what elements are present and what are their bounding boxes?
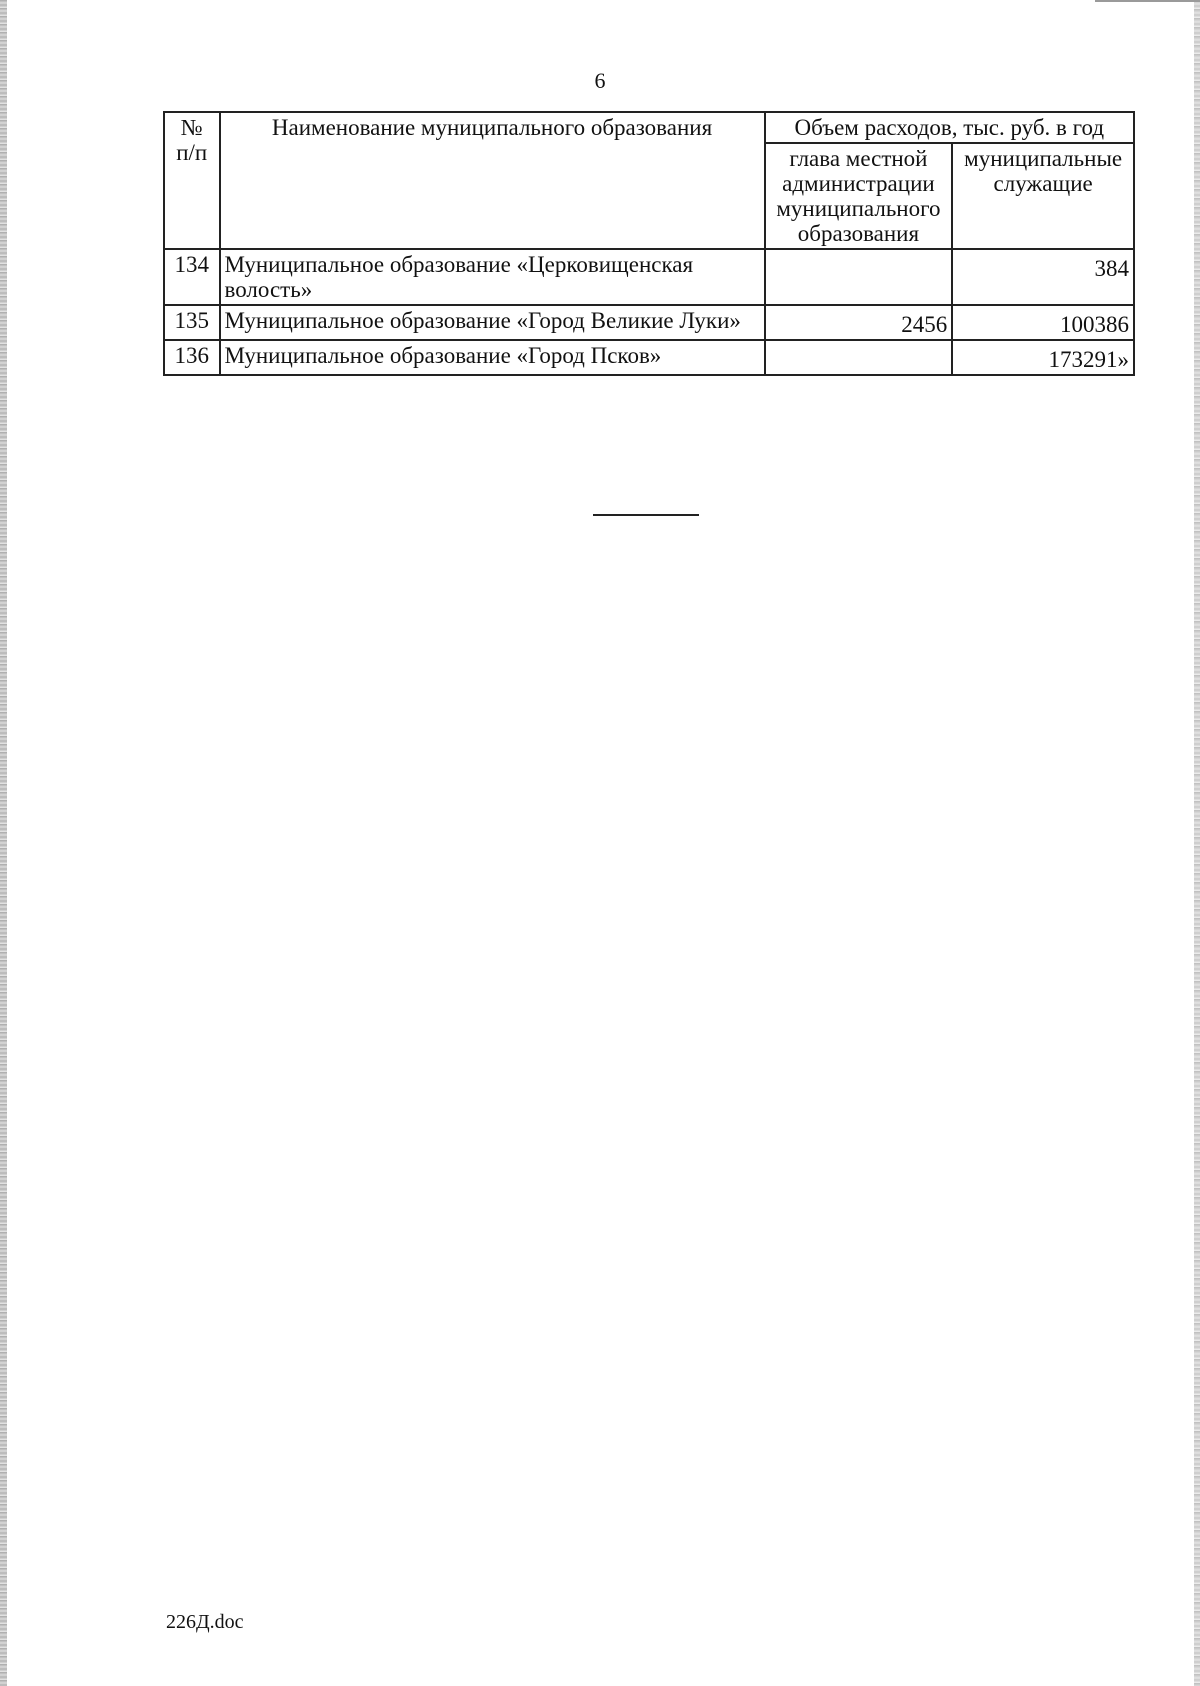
row-head-value: 2456 bbox=[765, 305, 953, 340]
table-row bbox=[164, 340, 1134, 375]
scan-edge-left bbox=[0, 0, 7, 1686]
table-header-row bbox=[164, 112, 1134, 143]
separator-line bbox=[593, 514, 699, 516]
row-name: Муниципальное образование «Церковищенская волость» bbox=[220, 249, 765, 305]
header-name: Наименование муниципального образования bbox=[220, 112, 765, 249]
row-num: 136 bbox=[164, 340, 220, 375]
footer-filename: 226Д.doc bbox=[166, 1611, 244, 1633]
expenses-table bbox=[163, 111, 1135, 376]
row-servants-value: 384 bbox=[952, 249, 1134, 305]
row-num: 134 bbox=[164, 249, 220, 305]
scan-top-right-mark bbox=[1095, 0, 1200, 2]
table-row bbox=[164, 305, 1134, 340]
row-servants-value: 100386 bbox=[952, 305, 1134, 340]
row-name: Муниципальное образование «Город Псков» bbox=[220, 340, 765, 375]
header-num: № п/п bbox=[164, 112, 220, 249]
header-servants: муниципальные служащие bbox=[952, 143, 1134, 249]
row-head-value bbox=[765, 249, 953, 305]
row-name: Муниципальное образование «Город Великие Луки» bbox=[220, 305, 765, 340]
scan-edge-right bbox=[1194, 0, 1200, 1686]
row-head-value bbox=[765, 340, 953, 375]
header-expenses-group: Объем расходов, тыс. руб. в год bbox=[765, 112, 1134, 143]
row-servants-value: 173291» bbox=[952, 340, 1134, 375]
header-head-admin: глава местной администрации муниципального образования bbox=[765, 143, 953, 249]
row-num: 135 bbox=[164, 305, 220, 340]
table-row bbox=[164, 249, 1134, 305]
page-number: 6 bbox=[594, 68, 606, 93]
